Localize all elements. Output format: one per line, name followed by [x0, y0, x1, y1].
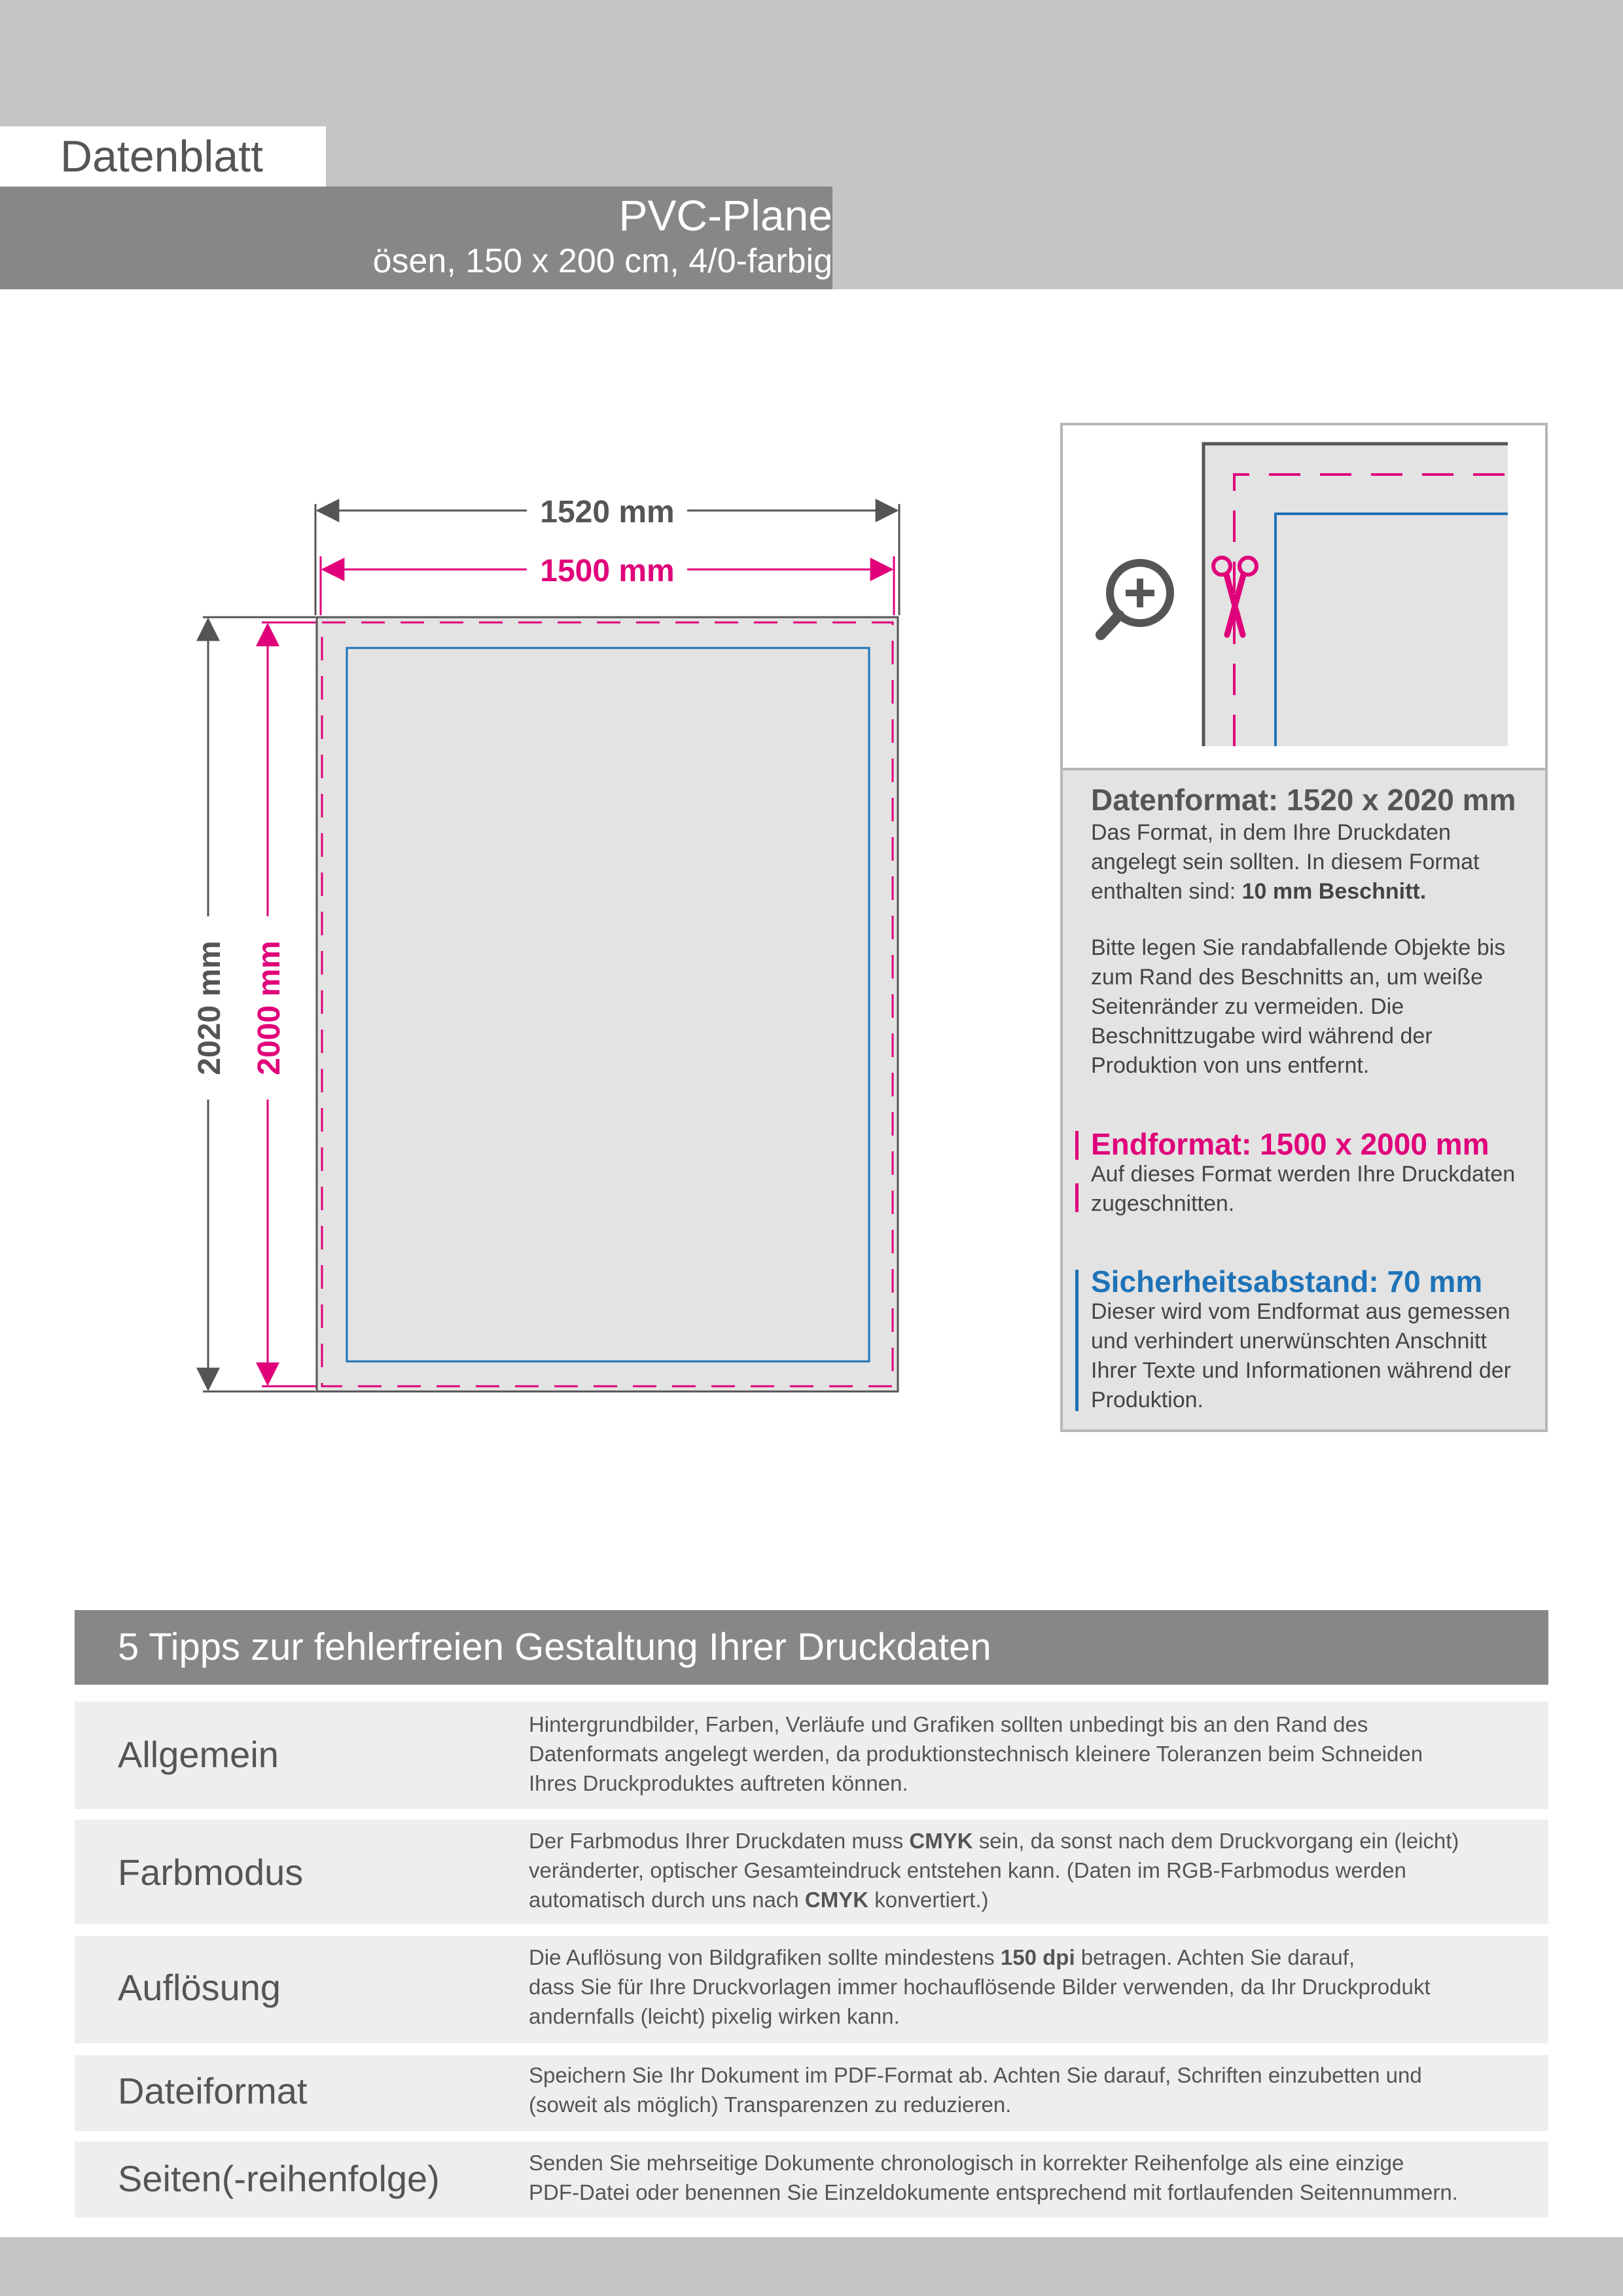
product-details: ösen, 150 x 200 cm, 4/0-farbig: [372, 242, 832, 280]
tip-text-line: Speichern Sie Ihr Dokument im PDF-Format ab. Achten Sie darauf, Schriften einzubetten und: [529, 2063, 1422, 2087]
dim-width-final-label: 1500 mm: [540, 554, 675, 588]
tip-text-seiten: [529, 2148, 1537, 2207]
data-format-text: [1091, 818, 1536, 906]
format-diagram: [164, 484, 916, 1414]
tip-label-seiten: Seiten(-reihenfolge): [118, 2158, 440, 2199]
tip-text-line: dass Sie für Ihre Druckvorlagen immer hochauflösende Bilder verwenden, da Ihr Druckprodukt: [529, 1975, 1431, 1999]
tip-text-bold: CMYK: [804, 1888, 869, 1912]
tip-text-line: Senden Sie mehrseitige Dokumente chronologisch in korrekter Reihenfolge als eine einzige: [529, 2151, 1404, 2175]
tip-text-allgemein: [529, 1710, 1537, 1798]
corner-detail: [1063, 425, 1545, 768]
product-title: PVC-Plane: [618, 191, 832, 240]
tip-text-bold: 150 dpi: [1000, 1945, 1075, 1969]
tip-text-line: Datenformats angelegt werden, da produktionstechnisch kleinere Toleranzen beim Schneiden: [529, 1742, 1423, 1766]
safety-heading: Sicherheitsabstand: 70 mm: [1091, 1265, 1483, 1299]
tip-text-line: (soweit als möglich) Transparenzen zu reduzieren.: [529, 2092, 1012, 2117]
dim-height-final-label: 2000 mm: [252, 941, 287, 1075]
safety-text: Dieser wird vom Endformat aus gemessen und verhindert unerwünschten Anschnitt Ihrer Texte und Informationen während der Produktion.: [1091, 1299, 1511, 1412]
tip-text-segment: konvertiert.): [868, 1888, 989, 1912]
final-format-bar-bottom: [1075, 1183, 1079, 1212]
tip-label-dateiformat: Dateiformat: [118, 2070, 308, 2111]
data-format-text-bold: 10 mm Beschnitt.: [1241, 879, 1427, 904]
tip-text-aufloesung: [529, 1943, 1537, 2031]
corner-bottom-mask: [1063, 746, 1545, 768]
tip-text-bold: CMYK: [909, 1829, 973, 1853]
tip-text-segment: Die Auflösung von Bildgrafiken sollte mindestens: [529, 1945, 1001, 1969]
tip-text-line: [529, 1943, 1537, 1972]
data-format-rect: [317, 617, 898, 1391]
final-format-heading: Endformat: 1500 x 2000 mm: [1091, 1127, 1489, 1161]
tip-text-segment: automatisch durch uns nach: [529, 1888, 805, 1912]
corner-right-mask: [1508, 425, 1545, 768]
tip-text-line: veränderter, optischer Gesamteindruck entstehen kann. (Daten im RGB-Farbmodus werden: [529, 1858, 1406, 1882]
tip-text-line: Ihres Druckproduktes auftreten können.: [529, 1771, 908, 1795]
tip-text-segment: Der Farbmodus Ihrer Druckdaten muss: [529, 1829, 910, 1853]
final-format-text: Auf dieses Format werden Ihre Druckdaten zugeschnitten.: [1091, 1162, 1516, 1216]
data-format-text-pre: Das Format, in dem Ihre Druckdaten angelegt sein sollten. In diesem Format enthalten sind:: [1091, 820, 1480, 904]
tip-label-aufloesung: Auflösung: [118, 1967, 281, 2008]
tip-text-segment: betragen. Achten Sie darauf,: [1075, 1945, 1355, 1969]
tip-text-line: PDF-Datei oder benennen Sie Einzeldokumente entsprechend mit fortlaufenden Seitennummern.: [529, 2180, 1458, 2204]
tip-text-segment: sein, da sonst nach dem Druckvorgang ein (leicht): [972, 1829, 1459, 1853]
tip-label-allgemein: Allgemein: [118, 1734, 279, 1775]
tip-label-farbmodus: Farbmodus: [118, 1852, 304, 1893]
data-format-text-2: Bitte legen Sie randabfallende Objekte bis zum Rand des Beschnitts an, um weiße Seitenränder zu vermeiden. Die Beschnittzugabe wird während der Produktion von uns entfernt.: [1091, 935, 1506, 1078]
bottom-band: [0, 2237, 1623, 2296]
tips-title: 5 Tipps zur fehlerfreien Gestaltung Ihrer Druckdaten: [118, 1626, 991, 1668]
final-format-bar-top: [1075, 1131, 1079, 1160]
data-format-heading: Datenformat: 1520 x 2020 mm: [1091, 783, 1516, 817]
zoom-icon: [1101, 563, 1170, 635]
tip-text-line: andernfalls (leicht) pixelig wirken kann.: [529, 2004, 900, 2028]
safety-bar: [1075, 1270, 1079, 1411]
corner-data-area: [1204, 444, 1524, 768]
tip-text-line: Hintergrundbilder, Farben, Verläufe und Grafiken sollten unbedingt bis an den Rand des: [529, 1712, 1368, 1736]
tip-text-line: [529, 1826, 1537, 1856]
tip-text-line: [529, 1885, 1537, 1914]
document-label: Datenblatt: [60, 132, 263, 181]
dim-width-data-label: 1520 mm: [540, 495, 675, 529]
tip-text-farbmodus: [529, 1826, 1537, 1914]
dim-height-data-label: 2020 mm: [192, 941, 227, 1075]
tip-text-dateiformat: [529, 2060, 1537, 2119]
